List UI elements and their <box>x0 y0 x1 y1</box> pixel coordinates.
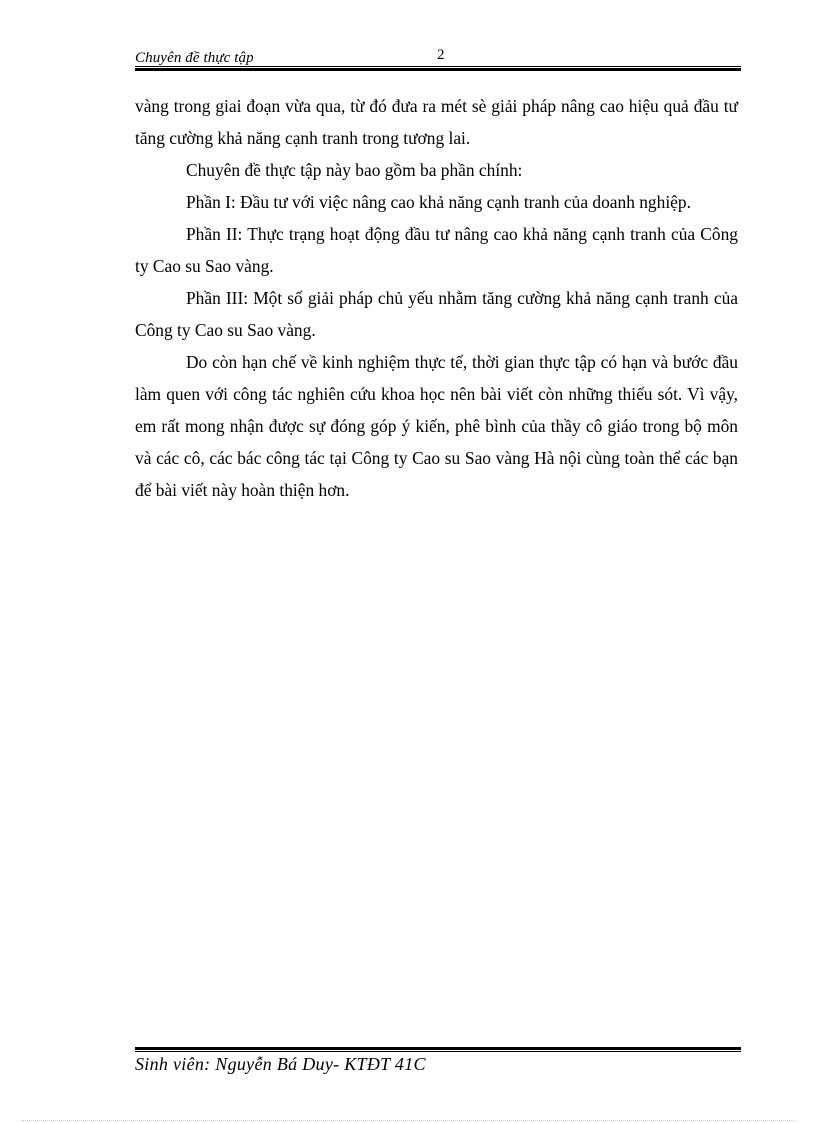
footer-rule-thick <box>135 1047 741 1050</box>
paragraph-part-1: Phần I: Đầu tư với việc nâng cao khả năng cạnh tranh của doanh nghiệp. <box>186 192 691 212</box>
header-rule <box>135 66 741 71</box>
footer-rule-thin <box>135 1051 741 1052</box>
paragraph-intro: Chuyên đề thực tập này bao gồm ba phần chính: <box>186 160 523 180</box>
paragraph-closing: Do còn hạn chế về kinh nghiệm thực tế, thời gian thực tập có hạn và bước đầu làm quen với công tác nghiên cứu khoa học nên bài viết còn những thiếu sót. Vì vậy, em rất mong nhận được sự đóng góp ý kiến, phê bình của thầy cô giáo trong bộ môn và các cô, các bác công tác tại Công ty Cao su Sao vàng Hà nội cùng toàn thể các bạn để bài viết này hoàn thiện hơn. <box>135 352 738 500</box>
header-title: Chuyên đề thực tập <box>135 50 254 66</box>
paragraph-part-3: Phần III: Một số giải pháp chủ yếu nhằm tăng cường khả năng cạnh tranh của Công ty Cao su Sao vàng. <box>135 288 738 340</box>
page-number: 2 <box>437 47 445 63</box>
page-footer: Sinh viên: Nguyễn Bá Duy- KTĐT 41C <box>135 1054 426 1074</box>
paragraph-continuation: vàng trong giai đoạn vừa qua, từ đó đưa ra mét sè giải pháp nâng cao hiệu quả đầu tư tăng cường khả năng cạnh tranh trong tương lai. <box>135 96 738 148</box>
footer-rule <box>135 1047 741 1052</box>
header-rule-thick <box>135 68 741 71</box>
page-edge-divider <box>22 1120 794 1121</box>
body-text <box>135 90 738 506</box>
header-rule-thin <box>135 66 741 67</box>
paragraph-part-2: Phần II: Thực trạng hoạt động đầu tư nâng cao khả năng cạnh tranh của Công ty Cao su Sao vàng. <box>135 224 738 276</box>
